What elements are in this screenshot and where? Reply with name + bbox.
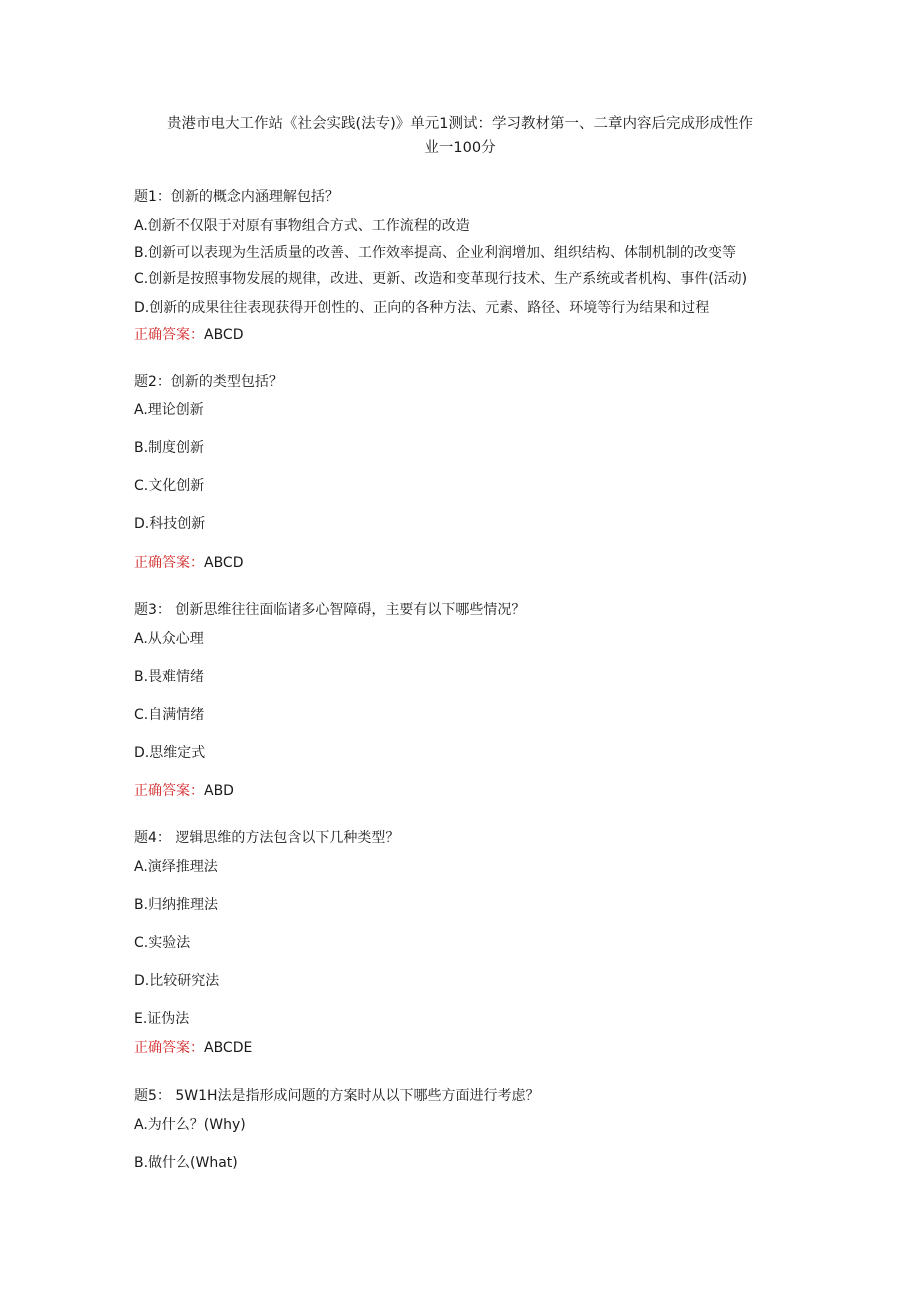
- option-text: B.做什么(What): [134, 1155, 238, 1171]
- answer-value: ABCDE: [204, 1040, 253, 1056]
- answer-label: 正确答案：: [134, 1040, 204, 1056]
- option-text: A.从众心理: [134, 631, 204, 647]
- question-stem: 题1：创新的概念内涵理解包括？: [134, 189, 339, 205]
- answer-value: ABCD: [204, 555, 244, 571]
- answer-line: [134, 325, 244, 345]
- option-text: C.实验法: [134, 935, 191, 951]
- option-text: D.科技创新: [134, 516, 206, 532]
- option-text: E.证伪法: [134, 1011, 190, 1027]
- page-title: [120, 112, 800, 160]
- option-text: A.为什么？(Why): [134, 1117, 246, 1133]
- answer-label: 正确答案：: [134, 783, 204, 799]
- answer-label: 正确答案：: [134, 555, 204, 571]
- question-stem: 题3： 创新思维往往面临诸多心智障碍，主要有以下哪些情况？: [134, 602, 526, 618]
- option-text: B.畏难情绪: [134, 669, 205, 685]
- answer-line: [134, 553, 244, 573]
- answer-value: ABCD: [204, 327, 244, 343]
- option-text: B.制度创新: [134, 440, 205, 456]
- option-text: B.创新可以表现为生活质量的改善、工作效率提高、企业利润增加、组织结构、体制机制的改变等: [134, 245, 737, 261]
- option-text: D.比较研究法: [134, 973, 220, 989]
- answer-line: [134, 781, 234, 801]
- title-line-1: 贵港市电大工作站《社会实践(法专)》单元1测试：学习教材第一、二章内容后完成形成性作: [166, 116, 754, 132]
- question-stem: 题2：创新的类型包括？: [134, 374, 283, 390]
- option-text: A.理论创新: [134, 402, 204, 418]
- option-text: C.文化创新: [134, 478, 205, 494]
- answer-line: [134, 1038, 252, 1058]
- option-text: D.思维定式: [134, 745, 206, 761]
- option-text: C.创新是按照事物发展的规律，改进、更新、改造和变革现行技术、生产系统或者机构、事件(活动): [134, 271, 748, 287]
- option-text: A.创新不仅限于对原有事物组合方式、工作流程的改造: [134, 218, 470, 234]
- option-text: A.演绎推理法: [134, 859, 218, 875]
- question-stem: 题4： 逻辑思维的方法包含以下几种类型？: [134, 830, 400, 846]
- title-line-2: 业一100分: [424, 140, 496, 156]
- answer-label: 正确答案：: [134, 327, 204, 343]
- option-text: C.自满情绪: [134, 707, 205, 723]
- option-text: D.创新的成果往往表现获得开创性的、正向的各种方法、元素、路径、环境等行为结果和过程: [134, 300, 710, 316]
- question-stem: 题5： 5W1H法是指形成问题的方案时从以下哪些方面进行考虑？: [134, 1088, 540, 1104]
- option-text: B.归纳推理法: [134, 897, 219, 913]
- answer-value: ABD: [204, 783, 234, 799]
